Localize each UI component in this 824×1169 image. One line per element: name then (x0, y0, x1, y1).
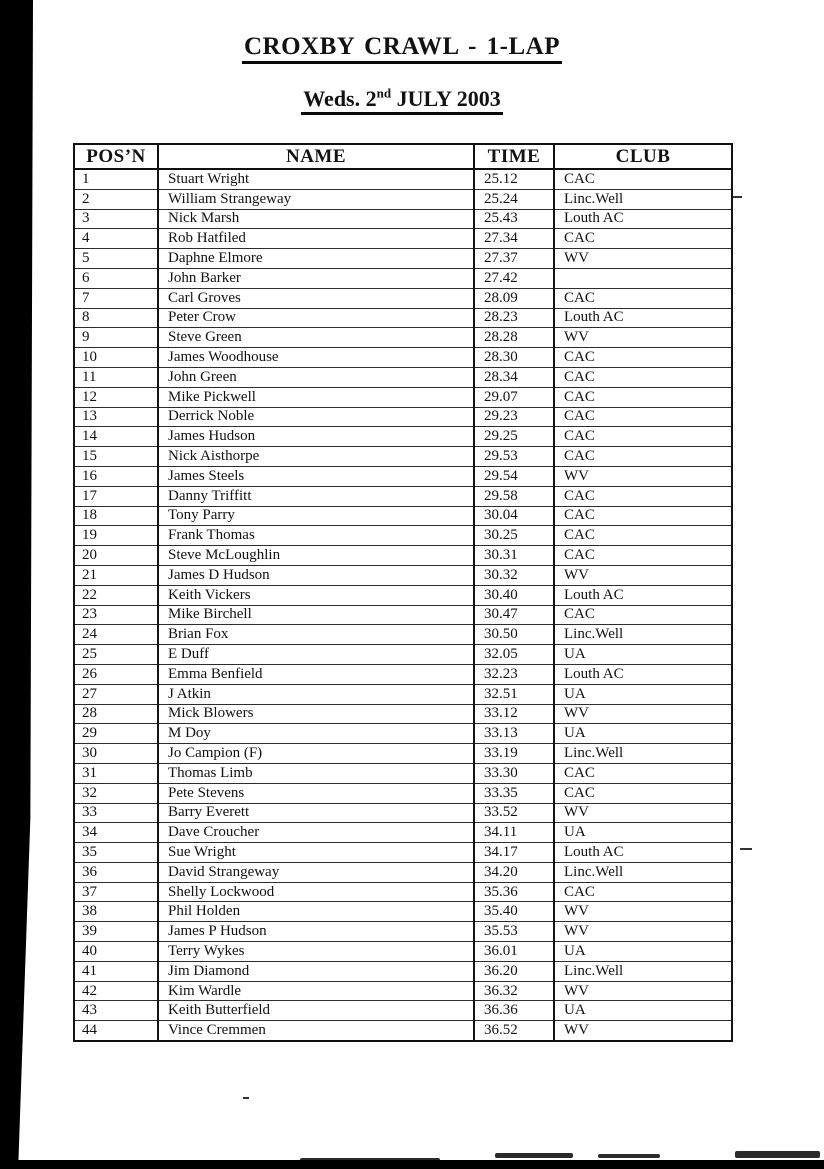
club-cell: CAC (554, 387, 732, 407)
position-cell: 44 (74, 1021, 158, 1041)
club-cell: CAC (554, 288, 732, 308)
name-cell: Stuart Wright (158, 169, 474, 189)
time-cell: 36.32 (474, 981, 554, 1001)
time-cell: 29.23 (474, 407, 554, 427)
club-cell: Louth AC (554, 308, 732, 328)
name-cell: Vince Cremmen (158, 1021, 474, 1041)
position-cell: 8 (74, 308, 158, 328)
name-cell: Mike Birchell (158, 605, 474, 625)
table-row (74, 209, 732, 229)
name-cell: Nick Marsh (158, 209, 474, 229)
name-cell: J Atkin (158, 684, 474, 704)
position-cell: 38 (74, 902, 158, 922)
position-cell: 41 (74, 961, 158, 981)
name-cell: Shelly Lockwood (158, 882, 474, 902)
table-row (74, 546, 732, 566)
table-row (74, 407, 732, 427)
table-row (74, 961, 732, 981)
position-cell: 20 (74, 546, 158, 566)
name-cell: James Steels (158, 466, 474, 486)
name-cell: Daphne Elmore (158, 249, 474, 269)
table-row (74, 308, 732, 328)
time-cell: 27.37 (474, 249, 554, 269)
table-row (74, 506, 732, 526)
club-cell: WV (554, 249, 732, 269)
table-row (74, 843, 732, 863)
position-cell: 33 (74, 803, 158, 823)
table-row (74, 169, 732, 189)
scanner-edge-bottom-strip (0, 1160, 824, 1169)
time-cell: 33.19 (474, 744, 554, 764)
club-cell: Linc.Well (554, 862, 732, 882)
time-cell: 29.07 (474, 387, 554, 407)
table-row (74, 704, 732, 724)
position-cell: 32 (74, 783, 158, 803)
club-cell: Linc.Well (554, 625, 732, 645)
name-cell: Thomas Limb (158, 763, 474, 783)
name-cell: Jim Diamond (158, 961, 474, 981)
table-row (74, 605, 732, 625)
time-cell: 33.52 (474, 803, 554, 823)
table-row (74, 882, 732, 902)
name-cell: Brian Fox (158, 625, 474, 645)
club-cell (554, 268, 732, 288)
name-cell: Danny Triffitt (158, 486, 474, 506)
table-row (74, 763, 732, 783)
position-cell: 2 (74, 189, 158, 209)
table-row (74, 942, 732, 962)
time-cell: 35.40 (474, 902, 554, 922)
scan-artifact (740, 848, 752, 850)
club-cell: CAC (554, 407, 732, 427)
club-cell: WV (554, 981, 732, 1001)
club-cell: UA (554, 724, 732, 744)
time-cell: 30.47 (474, 605, 554, 625)
name-cell: James Hudson (158, 427, 474, 447)
position-cell: 17 (74, 486, 158, 506)
column-header-club: CLUB (554, 144, 732, 169)
results-tbody (74, 169, 732, 1041)
time-cell: 33.12 (474, 704, 554, 724)
table-row (74, 1001, 732, 1021)
position-cell: 1 (74, 169, 158, 189)
results-table (73, 143, 733, 1042)
position-cell: 18 (74, 506, 158, 526)
name-cell: Steve Green (158, 328, 474, 348)
position-cell: 3 (74, 209, 158, 229)
name-cell: Mike Pickwell (158, 387, 474, 407)
club-cell: CAC (554, 526, 732, 546)
time-cell: 30.32 (474, 565, 554, 585)
time-cell: 29.54 (474, 466, 554, 486)
position-cell: 13 (74, 407, 158, 427)
position-cell: 14 (74, 427, 158, 447)
name-cell: Terry Wykes (158, 942, 474, 962)
time-cell: 29.25 (474, 427, 554, 447)
name-cell: Barry Everett (158, 803, 474, 823)
name-cell: Keith Butterfield (158, 1001, 474, 1021)
position-cell: 26 (74, 664, 158, 684)
position-cell: 9 (74, 328, 158, 348)
club-cell: Louth AC (554, 585, 732, 605)
table-row (74, 1021, 732, 1041)
time-cell: 25.12 (474, 169, 554, 189)
club-cell: UA (554, 1001, 732, 1021)
club-cell: UA (554, 645, 732, 665)
column-header-name: NAME (158, 144, 474, 169)
name-cell: James D Hudson (158, 565, 474, 585)
club-cell: Louth AC (554, 843, 732, 863)
scan-artifact (733, 196, 742, 198)
table-row (74, 724, 732, 744)
table-header-row (74, 144, 732, 169)
time-cell: 36.52 (474, 1021, 554, 1041)
time-cell: 33.35 (474, 783, 554, 803)
club-cell: WV (554, 565, 732, 585)
table-row (74, 625, 732, 645)
name-cell: John Green (158, 367, 474, 387)
position-cell: 24 (74, 625, 158, 645)
position-cell: 21 (74, 565, 158, 585)
club-cell: WV (554, 922, 732, 942)
club-cell: CAC (554, 605, 732, 625)
name-cell: Derrick Noble (158, 407, 474, 427)
name-cell: Sue Wright (158, 843, 474, 863)
time-cell: 33.13 (474, 724, 554, 744)
time-cell: 27.34 (474, 229, 554, 249)
club-cell: CAC (554, 348, 732, 368)
club-cell: WV (554, 902, 732, 922)
time-cell: 34.17 (474, 843, 554, 863)
club-cell: CAC (554, 169, 732, 189)
position-cell: 36 (74, 862, 158, 882)
time-cell: 36.20 (474, 961, 554, 981)
date-ordinal-superscript: nd (376, 85, 392, 101)
name-cell: Frank Thomas (158, 526, 474, 546)
position-cell: 30 (74, 744, 158, 764)
time-cell: 32.23 (474, 664, 554, 684)
table-row (74, 387, 732, 407)
time-cell: 36.01 (474, 942, 554, 962)
time-cell: 30.31 (474, 546, 554, 566)
club-cell: WV (554, 328, 732, 348)
column-header-posn: POS’N (74, 144, 158, 169)
event-date-suffix: JULY 2003 (391, 86, 501, 111)
table-row (74, 981, 732, 1001)
position-cell: 43 (74, 1001, 158, 1021)
table-row (74, 466, 732, 486)
name-cell: E Duff (158, 645, 474, 665)
scan-smudge (598, 1154, 660, 1158)
club-cell: UA (554, 684, 732, 704)
position-cell: 4 (74, 229, 158, 249)
club-cell: Louth AC (554, 664, 732, 684)
position-cell: 35 (74, 843, 158, 863)
position-cell: 23 (74, 605, 158, 625)
table-row (74, 803, 732, 823)
time-cell: 28.23 (474, 308, 554, 328)
table-row (74, 664, 732, 684)
table-row (74, 189, 732, 209)
club-cell: Linc.Well (554, 961, 732, 981)
name-cell: Jo Campion (F) (158, 744, 474, 764)
table-row (74, 744, 732, 764)
scan-smudge (735, 1151, 820, 1158)
position-cell: 39 (74, 922, 158, 942)
name-cell: Kim Wardle (158, 981, 474, 1001)
time-cell: 28.30 (474, 348, 554, 368)
table-row (74, 328, 732, 348)
name-cell: Rob Hatfiled (158, 229, 474, 249)
name-cell: Tony Parry (158, 506, 474, 526)
time-cell: 30.04 (474, 506, 554, 526)
time-cell: 28.34 (474, 367, 554, 387)
time-cell: 34.20 (474, 862, 554, 882)
table-row (74, 288, 732, 308)
club-cell: WV (554, 803, 732, 823)
event-date-prefix: Weds. 2 (303, 86, 377, 111)
name-cell: William Strangeway (158, 189, 474, 209)
position-cell: 28 (74, 704, 158, 724)
table-row (74, 684, 732, 704)
page-title (73, 33, 731, 61)
table-row (74, 367, 732, 387)
position-cell: 10 (74, 348, 158, 368)
club-cell: Linc.Well (554, 189, 732, 209)
position-cell: 11 (74, 367, 158, 387)
scan-artifact (243, 1097, 249, 1099)
position-cell: 7 (74, 288, 158, 308)
time-cell: 35.53 (474, 922, 554, 942)
scan-smudge (495, 1153, 573, 1158)
name-cell: Carl Groves (158, 288, 474, 308)
position-cell: 6 (74, 268, 158, 288)
table-row (74, 565, 732, 585)
position-cell: 16 (74, 466, 158, 486)
club-cell: CAC (554, 882, 732, 902)
event-date (73, 86, 731, 112)
club-cell: WV (554, 1021, 732, 1041)
position-cell: 29 (74, 724, 158, 744)
name-cell: Keith Vickers (158, 585, 474, 605)
name-cell: Nick Aisthorpe (158, 447, 474, 467)
club-cell: CAC (554, 546, 732, 566)
table-row (74, 526, 732, 546)
table-row (74, 348, 732, 368)
name-cell: John Barker (158, 268, 474, 288)
club-cell: Louth AC (554, 209, 732, 229)
club-cell: CAC (554, 367, 732, 387)
club-cell: WV (554, 466, 732, 486)
table-row (74, 645, 732, 665)
name-cell: James Woodhouse (158, 348, 474, 368)
time-cell: 30.50 (474, 625, 554, 645)
position-cell: 5 (74, 249, 158, 269)
position-cell: 19 (74, 526, 158, 546)
position-cell: 40 (74, 942, 158, 962)
club-cell: CAC (554, 447, 732, 467)
time-cell: 29.58 (474, 486, 554, 506)
table-row (74, 268, 732, 288)
table-row (74, 427, 732, 447)
name-cell: Steve McLoughlin (158, 546, 474, 566)
time-cell: 27.42 (474, 268, 554, 288)
column-header-time: TIME (474, 144, 554, 169)
name-cell: Pete Stevens (158, 783, 474, 803)
club-cell: CAC (554, 486, 732, 506)
table-row (74, 486, 732, 506)
table-row (74, 585, 732, 605)
table-row (74, 823, 732, 843)
time-cell: 34.11 (474, 823, 554, 843)
name-cell: Peter Crow (158, 308, 474, 328)
position-cell: 22 (74, 585, 158, 605)
time-cell: 30.40 (474, 585, 554, 605)
table-row (74, 229, 732, 249)
club-cell: CAC (554, 427, 732, 447)
table-row (74, 447, 732, 467)
table-row (74, 783, 732, 803)
club-cell: CAC (554, 506, 732, 526)
table-row (74, 862, 732, 882)
scanner-edge-left-strip (0, 0, 33, 1169)
time-cell: 33.30 (474, 763, 554, 783)
position-cell: 15 (74, 447, 158, 467)
position-cell: 27 (74, 684, 158, 704)
club-cell: Linc.Well (554, 744, 732, 764)
position-cell: 25 (74, 645, 158, 665)
name-cell: James P Hudson (158, 922, 474, 942)
table-row (74, 922, 732, 942)
time-cell: 36.36 (474, 1001, 554, 1021)
time-cell: 25.24 (474, 189, 554, 209)
name-cell: Emma Benfield (158, 664, 474, 684)
position-cell: 12 (74, 387, 158, 407)
club-cell: CAC (554, 763, 732, 783)
club-cell: UA (554, 942, 732, 962)
name-cell: Mick Blowers (158, 704, 474, 724)
time-cell: 32.05 (474, 645, 554, 665)
position-cell: 34 (74, 823, 158, 843)
table-row (74, 249, 732, 269)
club-cell: UA (554, 823, 732, 843)
club-cell: WV (554, 704, 732, 724)
time-cell: 32.51 (474, 684, 554, 704)
page-title-text: CROXBY CRAWL - 1-LAP (242, 33, 562, 64)
name-cell: David Strangeway (158, 862, 474, 882)
position-cell: 37 (74, 882, 158, 902)
time-cell: 35.36 (474, 882, 554, 902)
time-cell: 30.25 (474, 526, 554, 546)
club-cell: CAC (554, 783, 732, 803)
table-row (74, 902, 732, 922)
position-cell: 31 (74, 763, 158, 783)
name-cell: Dave Croucher (158, 823, 474, 843)
time-cell: 25.43 (474, 209, 554, 229)
time-cell: 28.09 (474, 288, 554, 308)
time-cell: 28.28 (474, 328, 554, 348)
position-cell: 42 (74, 981, 158, 1001)
time-cell: 29.53 (474, 447, 554, 467)
club-cell: CAC (554, 229, 732, 249)
name-cell: Phil Holden (158, 902, 474, 922)
name-cell: M Doy (158, 724, 474, 744)
